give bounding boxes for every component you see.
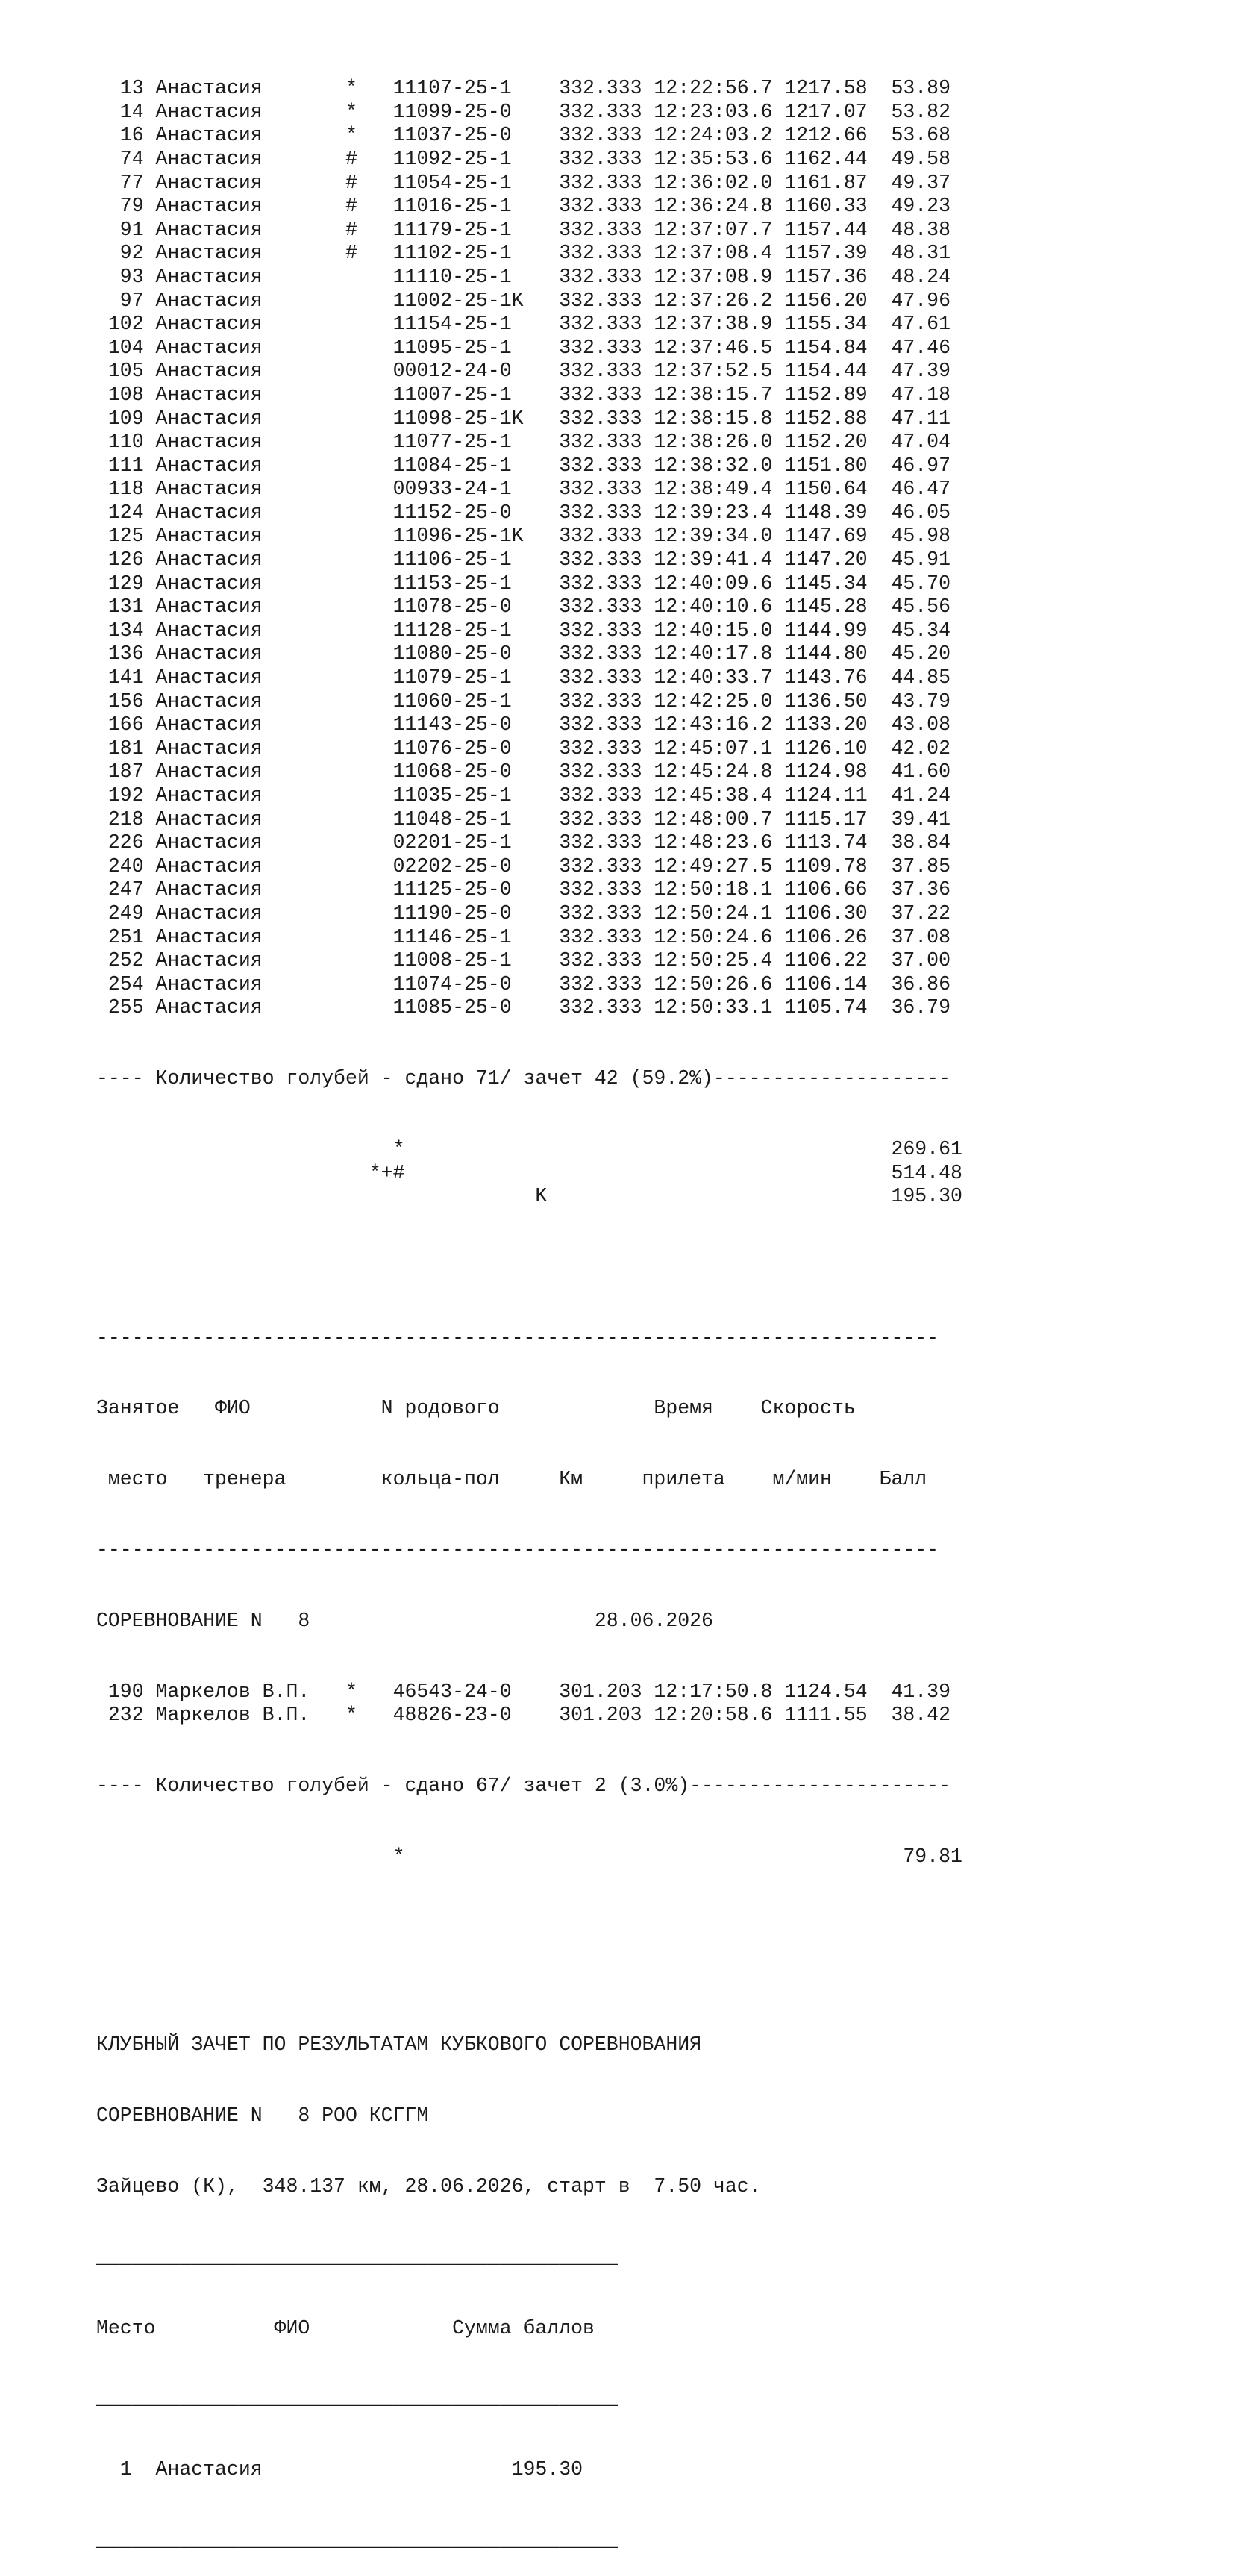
table-row: 79 Анастасия # 11016-25-1 332.333 12:36:24.8 1160.33 49.23 [96,195,950,218]
club-rule-3: ____________________________________________ [96,2528,618,2551]
table-row: 166 Анастасия 11143-25-0 332.333 12:43:16.2 1133.20 43.08 [96,713,950,737]
table-row: 110 Анастасия 11077-25-1 332.333 12:38:26.0 1152.20 47.04 [96,431,950,454]
spacer [96,1916,962,1987]
total-line: * 79.81 [96,1845,962,1868]
table-row: 131 Анастасия 11078-25-0 332.333 12:40:10.6 1145.28 45.56 [96,595,950,619]
section2-summary-line: ---- Количество голубей - сдано 67/ зачет 2 (3.0%)---------------------- [96,1774,950,1797]
table-row: 104 Анастасия 11095-25-1 332.333 12:37:46.5 1154.84 47.46 [96,336,950,359]
table-row: 251 Анастасия 11146-25-1 332.333 12:50:24.6 1106.26 37.08 [96,925,950,948]
table-header-rule-bottom: ----------------------------------------------------------------------- [96,1539,939,1561]
results-document [96,30,962,2576]
table-row: 181 Анастасия 11076-25-0 332.333 12:45:07.1 1126.10 42.02 [96,737,950,760]
table-row: 97 Анастасия 11002-25-1K 332.333 12:37:26.2 1156.20 47.96 [96,289,950,312]
table-row: 77 Анастасия # 11054-25-1 332.333 12:36:02.0 1161.87 49.37 [96,171,950,194]
table-row: 141 Анастасия 11079-25-1 332.333 12:40:33.7 1143.76 44.85 [96,666,950,690]
table-row: 102 Анастасия 11154-25-1 332.333 12:37:38.9 1155.34 47.61 [96,313,950,336]
table-row: 249 Анастасия 11190-25-0 332.333 12:50:24.1 1106.30 37.22 [96,901,950,925]
club-table-row: 1 Анастасия 195.30 [96,2458,583,2481]
table-row: 187 Анастасия 11068-25-0 332.333 12:45:24.8 1124.98 41.60 [96,760,950,784]
table-row: 111 Анастасия 11084-25-1 332.333 12:38:32.0 1151.80 46.97 [96,454,950,477]
table-row: 136 Анастасия 11080-25-0 332.333 12:40:17.8 1144.80 45.20 [96,643,950,666]
club-heading-1: КЛУБНЫЙ ЗАЧЕТ ПО РЕЗУЛЬТАТАМ КУБКОВОГО СОРЕВНОВАНИЯ [96,2033,702,2057]
table-row: 247 Анастасия 11125-25-0 332.333 12:50:18.1 1106.66 37.36 [96,878,950,901]
section1-summary-line: ---- Количество голубей - сдано 71/ зачет 42 (59.2%)-------------------- [96,1067,950,1090]
section2-result-rows [96,1681,962,1728]
table-row: 255 Анастасия 11085-25-0 332.333 12:50:33.1 1105.74 36.79 [96,996,950,1019]
section2-totals [96,1845,962,1869]
table-row: 226 Анастасия 02201-25-1 332.333 12:48:23.6 1113.74 38.84 [96,831,950,854]
table-row: 156 Анастасия 11060-25-1 332.333 12:42:25.0 1136.50 43.79 [96,690,950,713]
table-row: 190 Маркелов В.П. * 46543-24-0 301.203 12:17:50.8 1124.54 41.39 [96,1680,950,1703]
table-header-line-1: Занятое ФИО N родового Время Скорость [96,1397,856,1420]
table-row: 192 Анастасия 11035-25-1 332.333 12:45:38.4 1124.11 41.24 [96,784,950,807]
blank-line [96,1256,962,1280]
table-row: 13 Анастасия * 11107-25-1 332.333 12:22:56.7 1217.58 53.89 [96,77,950,100]
club-table-header: Место ФИО Сумма баллов [96,2316,595,2339]
table-row: 218 Анастасия 11048-25-1 332.333 12:48:00.7 1115.17 39.41 [96,807,950,831]
table-row: 240 Анастасия 02202-25-0 332.333 12:49:27.5 1109.78 37.85 [96,854,950,878]
table-row: 14 Анастасия * 11099-25-0 332.333 12:23:03.6 1217.07 53.82 [96,100,950,123]
club-rule-2: ____________________________________________ [96,2387,618,2410]
section1-result-rows [96,77,962,1020]
table-row: 252 Анастасия 11008-25-1 332.333 12:50:25.4 1106.22 37.00 [96,949,950,972]
table-row: 108 Анастасия 11007-25-1 332.333 12:38:15.7 1152.89 47.18 [96,383,950,406]
club-heading-3: Зайцево (К), 348.137 км, 28.06.2026, старт в 7.50 час. [96,2175,761,2198]
table-row: 105 Анастасия 00012-24-0 332.333 12:37:52.5 1154.44 47.39 [96,360,950,383]
table-row: 16 Анастасия * 11037-25-0 332.333 12:24:03.2 1212.66 53.68 [96,124,950,147]
club-rule-1: ____________________________________________ [96,2245,618,2269]
table-row: 129 Анастасия 11153-25-1 332.333 12:40:09.6 1145.34 45.70 [96,572,950,595]
table-row: 124 Анастасия 11152-25-0 332.333 12:39:23.4 1148.39 46.05 [96,501,950,524]
table-row: 92 Анастасия # 11102-25-1 332.333 12:37:08.4 1157.39 48.31 [96,242,950,265]
section1-totals [96,1138,962,1209]
table-row: 232 Маркелов В.П. * 48826-23-0 301.203 12:20:58.6 1111.55 38.42 [96,1704,950,1727]
table-row: 254 Анастасия 11074-25-0 332.333 12:50:26.6 1106.14 36.86 [96,972,950,995]
club-heading-2: СОРЕВНОВАНИЕ N 8 РОО КСГГМ [96,2104,429,2128]
table-row: 93 Анастасия 11110-25-1 332.333 12:37:08.9 1157.36 48.24 [96,265,950,288]
table-header-rule-top: ----------------------------------------------------------------------- [96,1326,939,1349]
total-line: K 195.30 [96,1185,962,1208]
table-row: 125 Анастасия 11096-25-1K 332.333 12:39:34.0 1147.69 45.98 [96,525,950,548]
table-row: 126 Анастасия 11106-25-1 332.333 12:39:41.4 1147.20 45.91 [96,548,950,572]
table-row: 109 Анастасия 11098-25-1K 332.333 12:38:15.8 1152.88 47.11 [96,407,950,430]
table-row: 118 Анастасия 00933-24-1 332.333 12:38:49.4 1150.64 46.47 [96,478,950,501]
total-line: * 269.61 [96,1137,962,1160]
table-row: 74 Анастасия # 11092-25-1 332.333 12:35:53.6 1162.44 49.58 [96,147,950,170]
total-line: *+# 514.48 [96,1161,962,1184]
section2-title: СОРЕВНОВАНИЕ N 8 28.06.2026 [96,1609,713,1632]
table-row: 134 Анастасия 11128-25-1 332.333 12:40:15.0 1144.99 45.34 [96,619,950,642]
table-row: 91 Анастасия # 11179-25-1 332.333 12:37:07.7 1157.44 48.38 [96,218,950,241]
table-header-line-2: место тренера кольца-пол Км прилета м/мин Балл [96,1468,927,1491]
